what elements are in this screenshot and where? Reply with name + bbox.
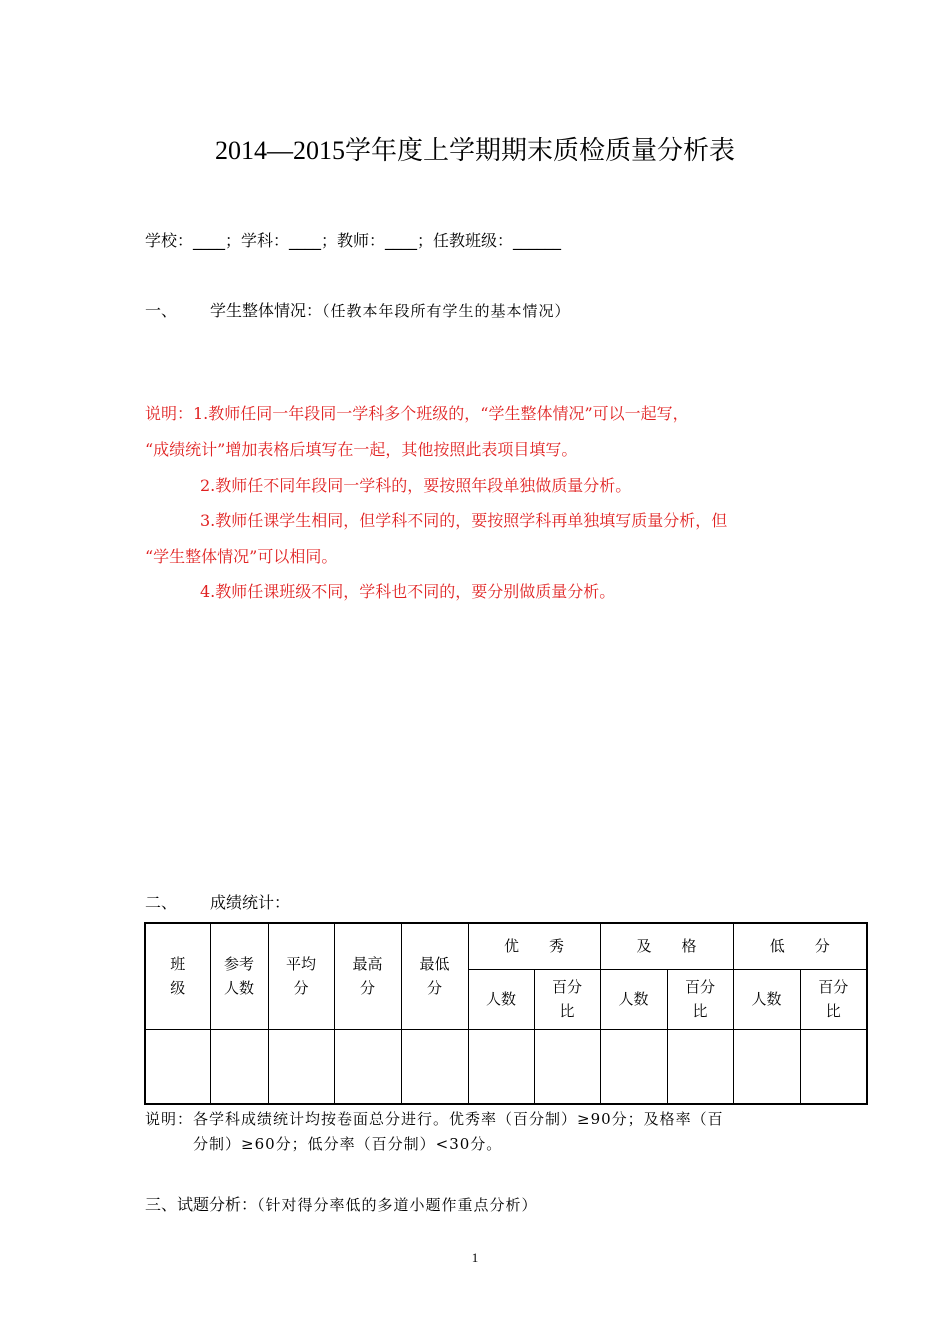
instruction-line-3: 2.教师任不同年段同一学科的，要按照年段单独做质量分析。: [200, 476, 632, 495]
section3-subtitle: （针对得分率低的多道小题作重点分析）: [257, 1196, 538, 1214]
header-pass: 及 格: [600, 923, 733, 969]
table-cell[interactable]: [667, 1029, 733, 1104]
instruction-line-2: “成绩统计”增加表格后填写在一起，其他按照此表项目填写。: [145, 440, 578, 459]
section1-subtitle: （任教本年段所有学生的基本情况）: [322, 302, 571, 320]
excellent-count: 人数: [468, 969, 534, 1029]
table-row: [145, 1029, 867, 1104]
instruction-line-5: “学生整体情况”可以相同。: [145, 547, 338, 566]
table-note-line-1: 说明：各学科成绩统计均按卷面总分进行。优秀率（百分制）≥90分；及格率（百: [145, 1110, 724, 1128]
section2-title: 成绩统计：: [210, 893, 291, 912]
instruction-line-6: 4.教师任课班级不同，学科也不同的，要分别做质量分析。: [200, 582, 616, 601]
section1-heading: [210, 298, 571, 321]
table-cell[interactable]: [468, 1029, 534, 1104]
table-cell[interactable]: [600, 1029, 667, 1104]
info-line: 学校：____；学科：____；教师：____；任教班级：______: [145, 231, 562, 250]
section3-title: 三、试题分析：: [145, 1195, 258, 1214]
table-cell[interactable]: [334, 1029, 401, 1104]
page-number: 1: [471, 1250, 479, 1265]
section2-number: 二、: [145, 893, 178, 912]
table-cell[interactable]: [210, 1029, 268, 1104]
pass-count: 人数: [600, 969, 667, 1029]
header-max: 最高分: [334, 923, 401, 1029]
header-examinees: 参考人数: [210, 923, 268, 1029]
pass-percent: 百分比: [667, 969, 733, 1029]
header-min: 最低分: [401, 923, 468, 1029]
header-low: 低 分: [733, 923, 867, 969]
table-cell[interactable]: [145, 1029, 210, 1104]
header-excellent: 优 秀: [468, 923, 600, 969]
low-count: 人数: [733, 969, 800, 1029]
low-percent: 百分比: [800, 969, 867, 1029]
table-cell[interactable]: [800, 1029, 867, 1104]
table-header-row: [145, 923, 867, 969]
excellent-percent: 百分比: [534, 969, 600, 1029]
section1-title: 学生整体情况：: [210, 301, 323, 320]
page-title: 2014—2015学年度上学期期末质检质量分析表: [214, 136, 735, 165]
score-stats-table: [144, 922, 868, 1105]
table-cell[interactable]: [534, 1029, 600, 1104]
table-cell[interactable]: [733, 1029, 800, 1104]
section1-number: 一、: [145, 301, 178, 320]
instruction-line-4: 3.教师任课学生相同，但学科不同的，要按照学科再单独填写质量分析，但: [200, 511, 728, 530]
table-note-line-2: 分制）≥60分；低分率（百分制）<30分。: [193, 1135, 503, 1153]
instruction-line-1: 说明：1.教师任同一年段同一学科多个班级的，“学生整体情况”可以一起写，: [145, 404, 689, 423]
table-cell[interactable]: [268, 1029, 334, 1104]
table-cell[interactable]: [401, 1029, 468, 1104]
section3-heading: [145, 1192, 538, 1215]
header-class: 班级: [145, 923, 210, 1029]
header-average: 平均分: [268, 923, 334, 1029]
